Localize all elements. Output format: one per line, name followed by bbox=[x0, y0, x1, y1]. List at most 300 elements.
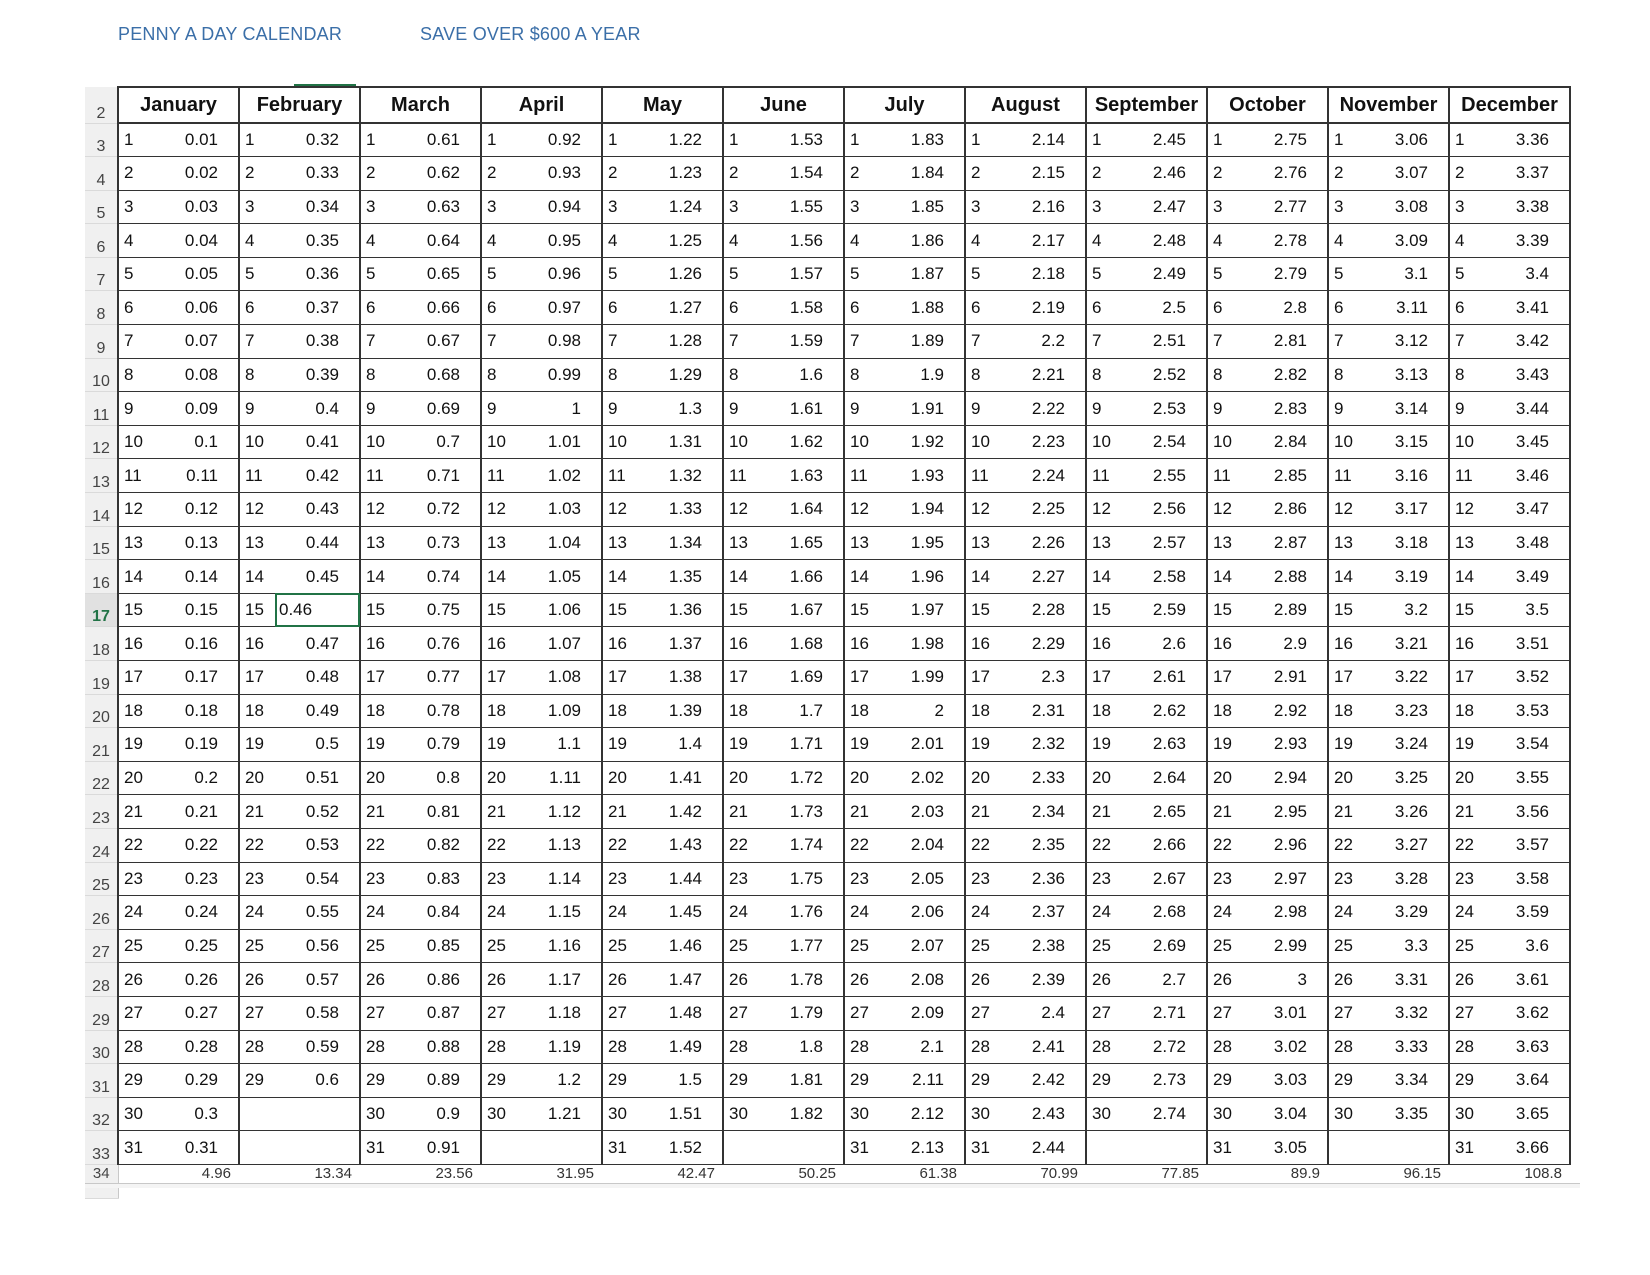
amount-cell[interactable]: 0.92 bbox=[517, 123, 602, 157]
day-cell[interactable]: 26 bbox=[118, 963, 154, 997]
day-cell[interactable]: 13 bbox=[1207, 526, 1243, 560]
amount-cell[interactable]: 0.19 bbox=[154, 728, 239, 762]
amount-cell[interactable]: 3.02 bbox=[1243, 1030, 1328, 1064]
day-cell[interactable]: 25 bbox=[239, 929, 275, 963]
month-total-september[interactable]: 77.85 bbox=[1161, 1164, 1199, 1182]
amount-cell[interactable]: 1.38 bbox=[638, 661, 723, 695]
day-cell[interactable]: 13 bbox=[723, 526, 759, 560]
amount-cell[interactable]: 1.68 bbox=[759, 627, 844, 661]
day-cell[interactable]: 27 bbox=[723, 996, 759, 1030]
amount-cell[interactable]: 0.67 bbox=[396, 325, 481, 359]
amount-cell[interactable]: 1.86 bbox=[880, 224, 965, 258]
day-cell[interactable]: 1 bbox=[723, 123, 759, 157]
amount-cell[interactable]: 1.43 bbox=[638, 828, 723, 862]
day-cell[interactable]: 31 bbox=[1449, 1131, 1485, 1165]
day-cell[interactable]: 17 bbox=[360, 661, 396, 695]
amount-cell[interactable]: 2.44 bbox=[1001, 1131, 1086, 1165]
amount-cell[interactable]: 3.66 bbox=[1485, 1131, 1570, 1165]
amount-cell[interactable] bbox=[275, 1131, 360, 1165]
day-cell[interactable]: 13 bbox=[1086, 526, 1122, 560]
day-cell[interactable]: 26 bbox=[844, 963, 880, 997]
amount-cell[interactable]: 1.27 bbox=[638, 291, 723, 325]
day-cell[interactable]: 4 bbox=[481, 224, 517, 258]
day-cell[interactable]: 18 bbox=[602, 694, 638, 728]
day-cell[interactable]: 7 bbox=[965, 325, 1001, 359]
amount-cell[interactable]: 2.17 bbox=[1001, 224, 1086, 258]
day-cell[interactable]: 23 bbox=[1449, 862, 1485, 896]
amount-cell[interactable]: 1.73 bbox=[759, 795, 844, 829]
day-cell[interactable]: 23 bbox=[723, 862, 759, 896]
day-cell[interactable]: 15 bbox=[1328, 593, 1364, 627]
day-cell[interactable]: 14 bbox=[1449, 560, 1485, 594]
day-cell[interactable]: 17 bbox=[481, 661, 517, 695]
day-cell[interactable]: 13 bbox=[118, 526, 154, 560]
amount-cell[interactable]: 0.01 bbox=[154, 123, 239, 157]
day-cell[interactable]: 26 bbox=[1207, 963, 1243, 997]
amount-cell[interactable]: 2.73 bbox=[1122, 1064, 1207, 1098]
day-cell[interactable]: 26 bbox=[723, 963, 759, 997]
day-cell[interactable]: 6 bbox=[1207, 291, 1243, 325]
amount-cell[interactable]: 0.63 bbox=[396, 190, 481, 224]
amount-cell[interactable]: 1.31 bbox=[638, 425, 723, 459]
day-cell[interactable]: 3 bbox=[723, 190, 759, 224]
amount-cell[interactable]: 3.61 bbox=[1485, 963, 1570, 997]
amount-cell[interactable]: 2.45 bbox=[1122, 123, 1207, 157]
amount-cell[interactable]: 1.35 bbox=[638, 560, 723, 594]
amount-cell[interactable]: 2.72 bbox=[1122, 1030, 1207, 1064]
day-cell[interactable]: 19 bbox=[1207, 728, 1243, 762]
day-cell[interactable]: 2 bbox=[965, 157, 1001, 191]
day-cell[interactable]: 24 bbox=[360, 896, 396, 930]
day-cell[interactable]: 17 bbox=[844, 661, 880, 695]
day-cell[interactable]: 9 bbox=[965, 392, 1001, 426]
amount-cell[interactable]: 0.07 bbox=[154, 325, 239, 359]
row-number[interactable]: 22 bbox=[85, 761, 118, 795]
day-cell[interactable]: 12 bbox=[1086, 493, 1122, 527]
day-cell[interactable]: 6 bbox=[1449, 291, 1485, 325]
amount-cell[interactable]: 3.34 bbox=[1364, 1064, 1449, 1098]
day-cell[interactable]: 2 bbox=[118, 157, 154, 191]
day-cell[interactable]: 14 bbox=[602, 560, 638, 594]
day-cell[interactable]: 16 bbox=[1086, 627, 1122, 661]
amount-cell[interactable]: 3.2 bbox=[1364, 593, 1449, 627]
month-header-december[interactable]: December bbox=[1449, 87, 1570, 123]
day-cell[interactable]: 15 bbox=[481, 593, 517, 627]
day-cell[interactable]: 29 bbox=[118, 1064, 154, 1098]
day-cell[interactable]: 21 bbox=[1328, 795, 1364, 829]
day-cell[interactable]: 27 bbox=[239, 996, 275, 1030]
day-cell[interactable]: 4 bbox=[1207, 224, 1243, 258]
day-cell[interactable]: 8 bbox=[723, 358, 759, 392]
month-total-july[interactable]: 61.38 bbox=[919, 1164, 957, 1182]
day-cell[interactable]: 5 bbox=[723, 257, 759, 291]
day-cell[interactable] bbox=[1328, 1131, 1364, 1165]
day-cell[interactable]: 7 bbox=[1086, 325, 1122, 359]
day-cell[interactable]: 29 bbox=[360, 1064, 396, 1098]
day-cell[interactable]: 8 bbox=[1449, 358, 1485, 392]
amount-cell[interactable]: 0.52 bbox=[275, 795, 360, 829]
day-cell[interactable]: 29 bbox=[239, 1064, 275, 1098]
day-cell[interactable]: 9 bbox=[118, 392, 154, 426]
day-cell[interactable]: 27 bbox=[965, 996, 1001, 1030]
day-cell[interactable]: 30 bbox=[1207, 1097, 1243, 1131]
day-cell[interactable]: 19 bbox=[360, 728, 396, 762]
month-header-march[interactable]: March bbox=[360, 87, 481, 123]
day-cell[interactable]: 19 bbox=[481, 728, 517, 762]
amount-cell[interactable]: 3.48 bbox=[1485, 526, 1570, 560]
day-cell[interactable]: 1 bbox=[118, 123, 154, 157]
amount-cell[interactable]: 0.75 bbox=[396, 593, 481, 627]
amount-cell[interactable]: 3.03 bbox=[1243, 1064, 1328, 1098]
day-cell[interactable]: 12 bbox=[1449, 493, 1485, 527]
day-cell[interactable]: 24 bbox=[965, 896, 1001, 930]
amount-cell[interactable]: 1.6 bbox=[759, 358, 844, 392]
amount-cell[interactable]: 2.39 bbox=[1001, 963, 1086, 997]
amount-cell[interactable]: 2.95 bbox=[1243, 795, 1328, 829]
amount-cell[interactable]: 0.8 bbox=[396, 761, 481, 795]
amount-cell[interactable]: 1.57 bbox=[759, 257, 844, 291]
day-cell[interactable]: 7 bbox=[360, 325, 396, 359]
amount-cell[interactable]: 3.23 bbox=[1364, 694, 1449, 728]
amount-cell[interactable]: 1.24 bbox=[638, 190, 723, 224]
amount-cell[interactable]: 0.38 bbox=[275, 325, 360, 359]
amount-cell[interactable]: 1.17 bbox=[517, 963, 602, 997]
amount-cell[interactable]: 3.57 bbox=[1485, 828, 1570, 862]
amount-cell[interactable]: 0.29 bbox=[154, 1064, 239, 1098]
day-cell[interactable]: 22 bbox=[481, 828, 517, 862]
day-cell[interactable]: 2 bbox=[360, 157, 396, 191]
day-cell[interactable]: 6 bbox=[1328, 291, 1364, 325]
amount-cell[interactable]: 3.3 bbox=[1364, 929, 1449, 963]
day-cell[interactable]: 23 bbox=[360, 862, 396, 896]
amount-cell[interactable]: 2.52 bbox=[1122, 358, 1207, 392]
month-header-june[interactable]: June bbox=[723, 87, 844, 123]
amount-cell[interactable]: 1.36 bbox=[638, 593, 723, 627]
amount-cell[interactable]: 2.05 bbox=[880, 862, 965, 896]
day-cell[interactable]: 11 bbox=[239, 459, 275, 493]
amount-cell[interactable]: 1.22 bbox=[638, 123, 723, 157]
amount-cell[interactable]: 1.98 bbox=[880, 627, 965, 661]
amount-cell[interactable]: 0.51 bbox=[275, 761, 360, 795]
amount-cell[interactable]: 1.84 bbox=[880, 157, 965, 191]
day-cell[interactable]: 20 bbox=[118, 761, 154, 795]
amount-cell[interactable]: 2.47 bbox=[1122, 190, 1207, 224]
amount-cell[interactable]: 2.98 bbox=[1243, 896, 1328, 930]
day-cell[interactable]: 11 bbox=[1449, 459, 1485, 493]
amount-cell[interactable]: 1.71 bbox=[759, 728, 844, 762]
amount-cell[interactable]: 2.13 bbox=[880, 1131, 965, 1165]
amount-cell[interactable]: 2.28 bbox=[1001, 593, 1086, 627]
day-cell[interactable]: 3 bbox=[481, 190, 517, 224]
month-total-march[interactable]: 23.56 bbox=[435, 1164, 473, 1182]
day-cell[interactable]: 18 bbox=[723, 694, 759, 728]
day-cell[interactable]: 15 bbox=[360, 593, 396, 627]
day-cell[interactable]: 12 bbox=[844, 493, 880, 527]
day-cell[interactable]: 27 bbox=[1207, 996, 1243, 1030]
amount-cell[interactable]: 0.86 bbox=[396, 963, 481, 997]
amount-cell[interactable]: 0.91 bbox=[396, 1131, 481, 1165]
day-cell[interactable]: 5 bbox=[481, 257, 517, 291]
day-cell[interactable]: 26 bbox=[481, 963, 517, 997]
amount-cell[interactable]: 3.39 bbox=[1485, 224, 1570, 258]
day-cell[interactable]: 10 bbox=[239, 425, 275, 459]
amount-cell[interactable]: 3.63 bbox=[1485, 1030, 1570, 1064]
day-cell[interactable]: 22 bbox=[118, 828, 154, 862]
day-cell[interactable]: 24 bbox=[602, 896, 638, 930]
day-cell[interactable]: 27 bbox=[118, 996, 154, 1030]
amount-cell[interactable]: 2.92 bbox=[1243, 694, 1328, 728]
amount-cell[interactable]: 0.45 bbox=[275, 560, 360, 594]
amount-cell[interactable]: 0.53 bbox=[275, 828, 360, 862]
day-cell[interactable]: 12 bbox=[602, 493, 638, 527]
amount-cell[interactable]: 1.69 bbox=[759, 661, 844, 695]
amount-cell[interactable]: 0.35 bbox=[275, 224, 360, 258]
amount-cell[interactable]: 0.74 bbox=[396, 560, 481, 594]
amount-cell[interactable]: 0.42 bbox=[275, 459, 360, 493]
day-cell[interactable]: 7 bbox=[239, 325, 275, 359]
day-cell[interactable] bbox=[723, 1131, 759, 1165]
amount-cell[interactable]: 2.2 bbox=[1001, 325, 1086, 359]
amount-cell[interactable]: 1.44 bbox=[638, 862, 723, 896]
row-number[interactable]: 30 bbox=[85, 1030, 118, 1064]
day-cell[interactable]: 23 bbox=[602, 862, 638, 896]
amount-cell[interactable]: 0.05 bbox=[154, 257, 239, 291]
amount-cell[interactable]: 2.71 bbox=[1122, 996, 1207, 1030]
day-cell[interactable]: 29 bbox=[602, 1064, 638, 1098]
amount-cell[interactable]: 3.33 bbox=[1364, 1030, 1449, 1064]
month-header-november[interactable]: November bbox=[1328, 87, 1449, 123]
day-cell[interactable]: 25 bbox=[118, 929, 154, 963]
amount-cell[interactable]: 1.42 bbox=[638, 795, 723, 829]
amount-cell[interactable]: 1.9 bbox=[880, 358, 965, 392]
day-cell[interactable]: 27 bbox=[844, 996, 880, 1030]
day-cell[interactable]: 19 bbox=[239, 728, 275, 762]
amount-cell[interactable]: 1.18 bbox=[517, 996, 602, 1030]
amount-cell[interactable]: 1.85 bbox=[880, 190, 965, 224]
day-cell[interactable]: 28 bbox=[1207, 1030, 1243, 1064]
amount-cell[interactable]: 2 bbox=[880, 694, 965, 728]
day-cell[interactable]: 29 bbox=[965, 1064, 1001, 1098]
amount-cell[interactable]: 2.26 bbox=[1001, 526, 1086, 560]
amount-cell[interactable]: 0.58 bbox=[275, 996, 360, 1030]
day-cell[interactable]: 1 bbox=[239, 123, 275, 157]
day-cell[interactable]: 29 bbox=[844, 1064, 880, 1098]
day-cell[interactable]: 14 bbox=[1086, 560, 1122, 594]
day-cell[interactable]: 5 bbox=[1207, 257, 1243, 291]
day-cell[interactable]: 18 bbox=[844, 694, 880, 728]
day-cell[interactable]: 10 bbox=[1328, 425, 1364, 459]
amount-cell[interactable]: 3.26 bbox=[1364, 795, 1449, 829]
amount-cell[interactable]: 3.65 bbox=[1485, 1097, 1570, 1131]
amount-cell[interactable]: 0.82 bbox=[396, 828, 481, 862]
day-cell[interactable]: 10 bbox=[1207, 425, 1243, 459]
day-cell[interactable]: 29 bbox=[1449, 1064, 1485, 1098]
amount-cell[interactable]: 1.75 bbox=[759, 862, 844, 896]
day-cell[interactable]: 27 bbox=[602, 996, 638, 1030]
amount-cell[interactable]: 1.08 bbox=[517, 661, 602, 695]
amount-cell[interactable]: 2.88 bbox=[1243, 560, 1328, 594]
day-cell[interactable]: 19 bbox=[844, 728, 880, 762]
amount-cell[interactable]: 3.06 bbox=[1364, 123, 1449, 157]
amount-cell[interactable]: 2.53 bbox=[1122, 392, 1207, 426]
day-cell[interactable]: 22 bbox=[1207, 828, 1243, 862]
month-header-april[interactable]: April bbox=[481, 87, 602, 123]
amount-cell[interactable]: 1.07 bbox=[517, 627, 602, 661]
day-cell[interactable]: 30 bbox=[1449, 1097, 1485, 1131]
amount-cell[interactable]: 0.96 bbox=[517, 257, 602, 291]
amount-cell[interactable]: 2.46 bbox=[1122, 157, 1207, 191]
row-number[interactable]: 34 bbox=[85, 1164, 118, 1198]
amount-cell[interactable]: 0.68 bbox=[396, 358, 481, 392]
amount-cell[interactable]: 0.94 bbox=[517, 190, 602, 224]
day-cell[interactable]: 14 bbox=[965, 560, 1001, 594]
day-cell[interactable]: 8 bbox=[844, 358, 880, 392]
amount-cell[interactable]: 2.02 bbox=[880, 761, 965, 795]
amount-cell[interactable]: 2.31 bbox=[1001, 694, 1086, 728]
day-cell[interactable]: 26 bbox=[239, 963, 275, 997]
amount-cell[interactable]: 3.59 bbox=[1485, 896, 1570, 930]
day-cell[interactable] bbox=[239, 1131, 275, 1165]
amount-cell[interactable]: 0.37 bbox=[275, 291, 360, 325]
day-cell[interactable]: 23 bbox=[1207, 862, 1243, 896]
day-cell[interactable]: 21 bbox=[118, 795, 154, 829]
amount-cell[interactable]: 2.06 bbox=[880, 896, 965, 930]
day-cell[interactable]: 16 bbox=[481, 627, 517, 661]
day-cell[interactable]: 9 bbox=[844, 392, 880, 426]
amount-cell[interactable]: 2.29 bbox=[1001, 627, 1086, 661]
amount-cell[interactable]: 3.24 bbox=[1364, 728, 1449, 762]
day-cell[interactable]: 3 bbox=[602, 190, 638, 224]
day-cell[interactable]: 13 bbox=[602, 526, 638, 560]
day-cell[interactable]: 3 bbox=[118, 190, 154, 224]
day-cell[interactable]: 12 bbox=[1207, 493, 1243, 527]
amount-cell[interactable]: 0.4 bbox=[275, 392, 360, 426]
amount-cell[interactable]: 2.21 bbox=[1001, 358, 1086, 392]
amount-cell[interactable]: 2.59 bbox=[1122, 593, 1207, 627]
amount-cell[interactable]: 1.52 bbox=[638, 1131, 723, 1165]
day-cell[interactable]: 17 bbox=[1207, 661, 1243, 695]
day-cell[interactable]: 14 bbox=[118, 560, 154, 594]
row-number[interactable]: 2 bbox=[85, 87, 118, 123]
amount-cell[interactable]: 0.47 bbox=[275, 627, 360, 661]
day-cell[interactable]: 20 bbox=[844, 761, 880, 795]
amount-cell[interactable]: 2.9 bbox=[1243, 627, 1328, 661]
amount-cell[interactable]: 0.06 bbox=[154, 291, 239, 325]
day-cell[interactable]: 28 bbox=[723, 1030, 759, 1064]
day-cell[interactable]: 5 bbox=[602, 257, 638, 291]
amount-cell[interactable]: 0.1 bbox=[154, 425, 239, 459]
amount-cell[interactable]: 2.79 bbox=[1243, 257, 1328, 291]
row-number[interactable]: 11 bbox=[85, 392, 118, 426]
row-number[interactable]: 18 bbox=[85, 627, 118, 661]
amount-cell[interactable]: 0.27 bbox=[154, 996, 239, 1030]
amount-cell[interactable]: 3.32 bbox=[1364, 996, 1449, 1030]
day-cell[interactable]: 17 bbox=[1086, 661, 1122, 695]
day-cell[interactable]: 27 bbox=[1449, 996, 1485, 1030]
day-cell[interactable]: 31 bbox=[844, 1131, 880, 1165]
day-cell[interactable]: 11 bbox=[118, 459, 154, 493]
day-cell[interactable]: 10 bbox=[1086, 425, 1122, 459]
amount-cell[interactable]: 3.16 bbox=[1364, 459, 1449, 493]
day-cell[interactable]: 22 bbox=[965, 828, 1001, 862]
day-cell[interactable]: 16 bbox=[1328, 627, 1364, 661]
row-number[interactable]: 31 bbox=[85, 1064, 118, 1098]
day-cell[interactable]: 11 bbox=[602, 459, 638, 493]
amount-cell[interactable]: 1.93 bbox=[880, 459, 965, 493]
amount-cell[interactable]: 1.91 bbox=[880, 392, 965, 426]
day-cell[interactable]: 6 bbox=[723, 291, 759, 325]
amount-cell[interactable]: 1.45 bbox=[638, 896, 723, 930]
day-cell[interactable]: 21 bbox=[1086, 795, 1122, 829]
day-cell[interactable]: 7 bbox=[844, 325, 880, 359]
row-number[interactable]: 7 bbox=[85, 257, 118, 291]
amount-cell[interactable]: 2.81 bbox=[1243, 325, 1328, 359]
day-cell[interactable]: 13 bbox=[1328, 526, 1364, 560]
amount-cell[interactable]: 1.41 bbox=[638, 761, 723, 795]
day-cell[interactable]: 7 bbox=[602, 325, 638, 359]
amount-cell[interactable]: 0.84 bbox=[396, 896, 481, 930]
day-cell[interactable]: 20 bbox=[239, 761, 275, 795]
day-cell[interactable]: 25 bbox=[844, 929, 880, 963]
day-cell[interactable]: 21 bbox=[723, 795, 759, 829]
amount-cell[interactable]: 2.22 bbox=[1001, 392, 1086, 426]
amount-cell[interactable]: 3.49 bbox=[1485, 560, 1570, 594]
amount-cell[interactable]: 1.67 bbox=[759, 593, 844, 627]
day-cell[interactable]: 22 bbox=[1449, 828, 1485, 862]
day-cell[interactable] bbox=[239, 1097, 275, 1131]
day-cell[interactable]: 12 bbox=[965, 493, 1001, 527]
day-cell[interactable]: 13 bbox=[481, 526, 517, 560]
row-number[interactable]: 17 bbox=[85, 593, 118, 627]
amount-cell[interactable]: 0.65 bbox=[396, 257, 481, 291]
day-cell[interactable]: 10 bbox=[844, 425, 880, 459]
amount-cell[interactable]: 0.04 bbox=[154, 224, 239, 258]
day-cell[interactable]: 25 bbox=[360, 929, 396, 963]
amount-cell[interactable]: 2.19 bbox=[1001, 291, 1086, 325]
day-cell[interactable]: 11 bbox=[1207, 459, 1243, 493]
amount-cell[interactable]: 0.64 bbox=[396, 224, 481, 258]
amount-cell[interactable]: 2.8 bbox=[1243, 291, 1328, 325]
amount-cell[interactable]: 2.94 bbox=[1243, 761, 1328, 795]
day-cell[interactable]: 18 bbox=[965, 694, 1001, 728]
day-cell[interactable]: 17 bbox=[118, 661, 154, 695]
row-number[interactable]: 10 bbox=[85, 358, 118, 392]
amount-cell[interactable]: 1.99 bbox=[880, 661, 965, 695]
amount-cell[interactable]: 3.36 bbox=[1485, 123, 1570, 157]
amount-cell[interactable]: 0.18 bbox=[154, 694, 239, 728]
month-total-november[interactable]: 96.15 bbox=[1403, 1164, 1441, 1182]
day-cell[interactable]: 21 bbox=[965, 795, 1001, 829]
amount-cell[interactable]: 2.34 bbox=[1001, 795, 1086, 829]
day-cell[interactable]: 6 bbox=[844, 291, 880, 325]
day-cell[interactable]: 6 bbox=[602, 291, 638, 325]
amount-cell[interactable]: 1.64 bbox=[759, 493, 844, 527]
day-cell[interactable]: 2 bbox=[1449, 157, 1485, 191]
amount-cell[interactable]: 3.6 bbox=[1485, 929, 1570, 963]
day-cell[interactable]: 19 bbox=[118, 728, 154, 762]
amount-cell[interactable]: 3.28 bbox=[1364, 862, 1449, 896]
day-cell[interactable]: 11 bbox=[1086, 459, 1122, 493]
amount-cell[interactable]: 3.55 bbox=[1485, 761, 1570, 795]
day-cell[interactable]: 30 bbox=[360, 1097, 396, 1131]
day-cell[interactable]: 8 bbox=[360, 358, 396, 392]
amount-cell[interactable]: 1.92 bbox=[880, 425, 965, 459]
day-cell[interactable]: 15 bbox=[1449, 593, 1485, 627]
amount-cell[interactable]: 1.05 bbox=[517, 560, 602, 594]
day-cell[interactable]: 28 bbox=[602, 1030, 638, 1064]
amount-cell[interactable]: 0.73 bbox=[396, 526, 481, 560]
amount-cell[interactable]: 0.36 bbox=[275, 257, 360, 291]
